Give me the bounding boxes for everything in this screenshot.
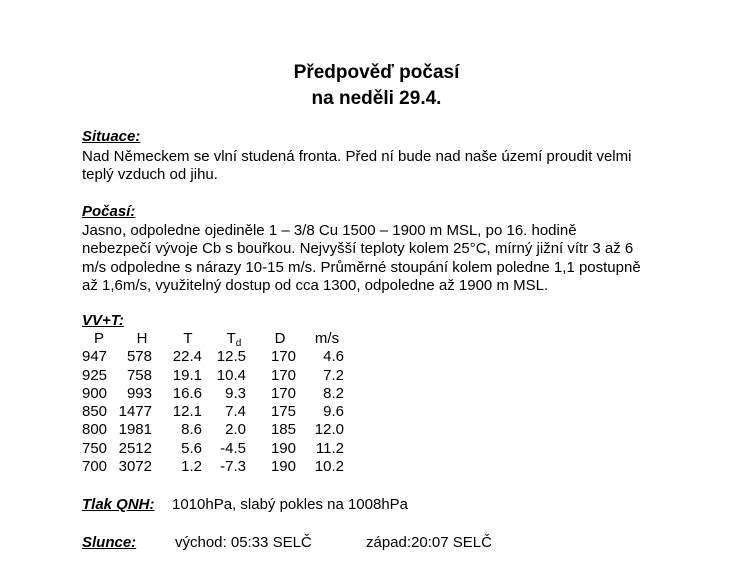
cell-ms: 10.2: [314, 458, 344, 476]
situace-line: teplý vzduch od jihu.: [82, 166, 218, 184]
column-header-td-sub: d: [235, 338, 242, 349]
pocasi-line: až 1,6m/s, využitelný dostup od cca 1300, odpoledne až 1900 m MSL.: [82, 276, 549, 294]
column-header-ms: m/s: [314, 330, 340, 347]
cell-h: 3072: [118, 458, 152, 476]
slunce-heading: Slunce:: [82, 534, 137, 551]
cell-p: 700: [82, 458, 108, 476]
cell-p: 947: [82, 348, 108, 366]
cell-p: 925: [82, 366, 108, 384]
cell-d: 185: [270, 421, 296, 439]
cell-h: 1477: [118, 403, 152, 421]
cell-p: 750: [82, 439, 108, 457]
cell-d: 170: [270, 384, 296, 402]
cell-p: 800: [82, 421, 108, 439]
cell-ms: 9.6: [323, 403, 344, 421]
cell-h: 758: [126, 366, 152, 384]
table-header-row: [82, 330, 382, 348]
cell-d: 170: [270, 348, 296, 366]
cell-ms: 12.0: [314, 421, 344, 439]
cell-d: 175: [270, 403, 296, 421]
cell-td: 10.4: [216, 366, 246, 384]
pocasi-line: m/s odpoledne s nárazy 10-15 m/s. Průměrné stoupání kolem poledne 1,1 postupně: [82, 258, 641, 276]
cell-h: 578: [126, 348, 152, 366]
situace-line: Nad Německem se vlní studená fronta. Před ní bude nad naše území proudit velmi: [82, 148, 632, 165]
situace-heading: Situace:: [82, 128, 141, 145]
sunrise-text: východ: 05:33 SELČ: [175, 534, 312, 551]
table-row: [82, 385, 382, 403]
cell-t: 19.1: [172, 366, 202, 384]
cell-ms: 7.2: [323, 366, 344, 384]
sunset-text: západ:20:07 SELČ: [366, 534, 492, 551]
cell-td: -7.3: [220, 458, 246, 476]
vvt-heading: VV+T:: [82, 312, 124, 329]
cell-t: 22.4: [172, 348, 202, 366]
column-header-d: D: [274, 330, 286, 347]
cell-t: 1.2: [181, 458, 202, 476]
document-subtitle-date: na neděli 29.4.: [311, 88, 442, 109]
cell-ms: 11.2: [315, 439, 344, 457]
cell-ms: 8.2: [323, 384, 344, 402]
column-header-p: P: [93, 330, 104, 347]
cell-t: 5.6: [181, 439, 202, 457]
document-title: Předpověď počasí: [293, 62, 460, 83]
cell-td: 9.3: [225, 384, 246, 402]
table-row: [82, 458, 382, 476]
cell-d: 170: [270, 366, 296, 384]
column-header-h: H: [136, 330, 148, 347]
sounding-table: [82, 330, 382, 476]
column-header-td: [222, 330, 246, 348]
cell-t: 12.1: [172, 403, 202, 421]
table-row: [82, 440, 382, 458]
pocasi-heading: Počasí:: [82, 203, 136, 220]
table-row: [82, 367, 382, 385]
cell-h: 1981: [118, 421, 152, 439]
cell-h: 993: [126, 384, 152, 402]
column-header-t: T: [183, 330, 193, 347]
cell-d: 190: [270, 439, 296, 457]
situace-text: [82, 148, 702, 185]
pocasi-line: Jasno, odpoledne ojediněle 1 – 3/8 Cu 1500 – 1900 m MSL, po 16. hodině: [82, 222, 577, 239]
cell-td: 2.0: [225, 421, 246, 439]
cell-td: 7.4: [225, 403, 246, 421]
pocasi-text: [82, 222, 702, 295]
table-row: [82, 403, 382, 421]
cell-t: 16.6: [172, 384, 202, 402]
table-row: [82, 348, 382, 366]
cell-td: 12.5: [216, 348, 246, 366]
cell-td: -4.5: [220, 439, 246, 457]
cell-p: 850: [82, 403, 108, 421]
cell-h: 2512: [118, 439, 152, 457]
cell-p: 900: [82, 384, 108, 402]
column-header-td-main: T: [226, 330, 236, 347]
table-row: [82, 421, 382, 439]
tlak-value: 1010hPa, slabý pokles na 1008hPa: [172, 496, 409, 513]
cell-d: 190: [270, 458, 296, 476]
tlak-heading: Tlak QNH:: [82, 496, 155, 513]
cell-ms: 4.6: [323, 348, 344, 366]
cell-t: 8.6: [181, 421, 202, 439]
pocasi-line: nebezpečí vývoje Cb s bouřkou. Nejvyšší teploty kolem 25°C, mírný jižní vítr 3 až 6: [82, 240, 634, 258]
